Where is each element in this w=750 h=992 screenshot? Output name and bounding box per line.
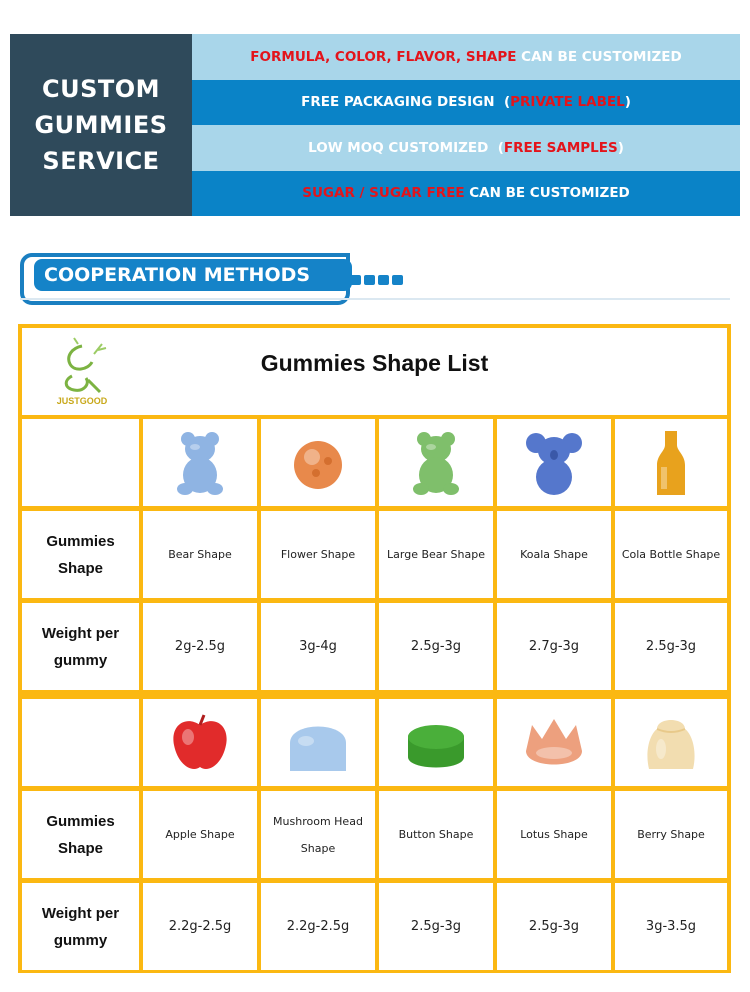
shape-name: Button Shape [398,828,474,841]
weight-cell [143,883,257,970]
feature-row-moq [192,125,740,171]
shape-name: Apple Shape [165,828,235,841]
table-header [22,328,727,415]
shape-name-cell [497,511,611,598]
gummy-image-cell [261,699,375,786]
feature-row-customization [192,34,740,80]
weight-value: 2.5g-3g [528,919,580,934]
weight-cell [497,883,611,970]
weight-label-cell [22,603,139,690]
empty-label-cell [22,699,139,786]
shape-name: Lotus Shape [520,828,588,841]
weight-value: 3g-4g [299,639,337,654]
shape-name: Flower Shape [280,548,356,561]
berry-gummy-icon [635,707,707,779]
shape-name: Mushroom Head Shape [273,814,363,855]
service-banner [10,34,740,216]
weight-value: 2.5g-3g [410,919,462,934]
weight-cell [143,603,257,690]
shape-name-cell [143,511,257,598]
flower-gummy-icon [282,427,354,499]
shape-name-cell [261,511,375,598]
shape-name-cell [261,791,375,878]
shape-name-cell [379,791,493,878]
gummy-image-cell [497,699,611,786]
large-bear-gummy-icon [400,427,472,499]
service-feature-list [192,34,740,216]
gummy-image-cell [379,699,493,786]
weight-cell [261,883,375,970]
mushroom-head-gummy-icon [282,707,354,779]
shape-name-cell [615,511,727,598]
shape-name: Large Bear Shape [387,548,485,561]
gummy-image-cell [497,419,611,506]
service-title-line: GUMMIES [34,111,168,139]
weight-value: 2g-2.5g [174,639,226,654]
shape-row-label: Gummies Shape [46,532,115,577]
shape-name-cell [497,791,611,878]
cola-bottle-gummy-icon [635,427,707,499]
weight-value: 2.7g-3g [528,639,580,654]
lotus-gummy-icon [518,707,590,779]
shape-name-cell [615,791,727,878]
feature-highlight: FREE SAMPLES [503,139,618,156]
bear-gummy-icon [164,427,236,499]
shape-label-cell [22,791,139,878]
shape-name-cell [143,791,257,878]
gummy-image-cell [615,419,727,506]
logo-text: JUSTGOOD [56,396,108,406]
shape-name: Bear Shape [168,548,232,561]
section-heading [20,253,410,299]
gummy-image-cell [261,419,375,506]
feature-highlight: PRIVATE LABEL [510,94,625,111]
section-heading-title: COOPERATION METHODS [34,259,352,291]
gummy-image-cell [379,419,493,506]
weight-cell [615,883,727,970]
table-title: Gummies Shape List [260,350,489,376]
weight-cell [379,603,493,690]
feature-text: FREE PACKAGING DESIGN ( [301,94,511,111]
service-title [34,71,167,179]
button-gummy-icon [400,707,472,779]
gummies-shape-table [18,324,731,973]
feature-text: CAN BE CUSTOMIZED [516,48,682,65]
shape-row-label: Gummies Shape [46,812,115,857]
weight-cell [497,603,611,690]
feature-row-packaging [192,80,740,126]
weight-value: 2.5g-3g [645,639,697,654]
feature-text: ) [624,94,631,111]
weight-cell [379,883,493,970]
feature-text: LOW MOQ CUSTOMIZED ( [308,139,504,156]
shape-label-cell [22,511,139,598]
section-divider [20,298,730,300]
koala-gummy-icon [518,427,590,499]
feature-text: CAN BE CUSTOMIZED [464,185,630,202]
shape-name: Berry Shape [637,828,705,841]
feature-row-sugar [192,171,740,217]
weight-value: 2.5g-3g [410,639,462,654]
shape-name-cell [379,511,493,598]
service-title-line: SERVICE [42,147,160,175]
weight-value: 2.2g-2.5g [168,919,232,934]
feature-text: ) [617,139,624,156]
section-heading-blocks-icon [350,275,403,285]
service-title-line: CUSTOM [41,75,161,103]
apple-gummy-icon [164,707,236,779]
gummy-image-cell [143,419,257,506]
weight-label-cell [22,883,139,970]
feature-highlight: SUGAR / SUGAR FREE [302,185,465,202]
weight-cell [615,603,727,690]
service-title-panel [10,34,192,216]
shape-name: Koala Shape [520,548,588,561]
empty-label-cell [22,419,139,506]
gummy-image-cell [615,699,727,786]
weight-row-label: Weight per gummy [41,624,120,669]
shape-name: Cola Bottle Shape [621,548,721,561]
feature-highlight: FORMULA, COLOR, FLAVOR, SHAPE [250,48,517,65]
weight-cell [261,603,375,690]
weight-row-label: Weight per gummy [41,904,120,949]
gummy-image-cell [143,699,257,786]
weight-value: 3g-3.5g [645,919,697,934]
weight-value: 2.2g-2.5g [286,919,350,934]
